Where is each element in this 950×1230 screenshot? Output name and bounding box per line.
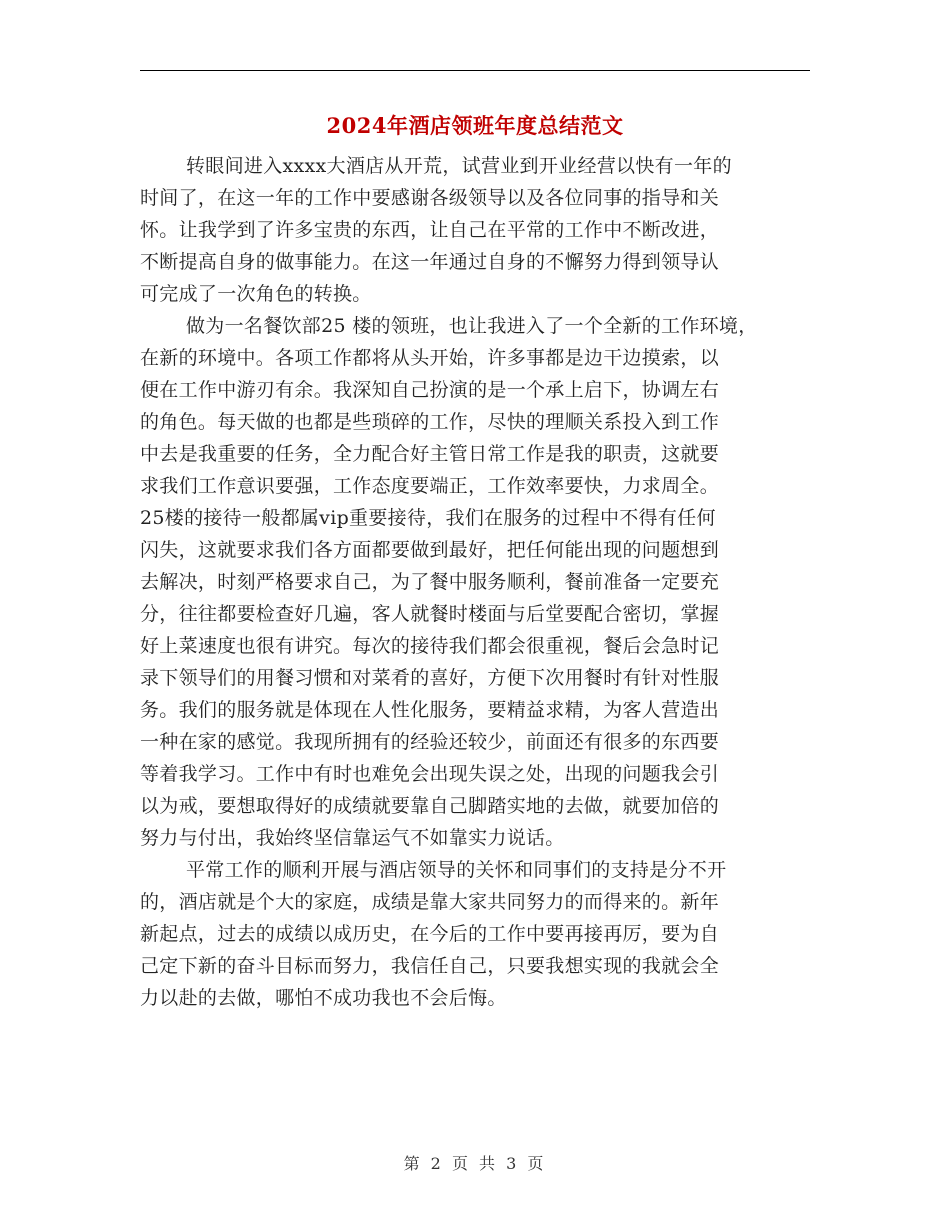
paragraph-3-line-2: 的，酒店就是个大的家庭，成绩是靠大家共同努力的而得来的。新年 — [140, 891, 720, 913]
paragraph-2-line-15: 等着我学习。工作中有时也难免会出现失误之处，出现的问题我会引 — [140, 763, 720, 785]
paragraph-1-line-5: 可完成了一次角色的转换。 — [140, 283, 372, 305]
paragraph-2-line-12: 录下领导们的用餐习惯和对菜肴的喜好，方便下次用餐时有针对性服 — [140, 667, 720, 689]
paragraph-2-line-10: 分，往往都要检查好几遍，客人就餐时楼面与后堂要配合密切，掌握 — [140, 603, 720, 625]
paragraph-2-line-17: 努力与付出，我始终坚信靠运气不如靠实力说话。 — [140, 827, 565, 849]
paragraph-1-line-3: 怀。让我学到了许多宝贵的东西，让自己在平常的工作中不断改进， — [140, 219, 720, 241]
paragraph-1-line-4: 不断提高自身的做事能力。在这一年通过自身的不懈努力得到领导认 — [140, 251, 720, 273]
paragraph-2-line-2: 在新的环境中。各项工作都将从头开始，许多事都是边干边摸索，以 — [140, 347, 720, 369]
paragraph-2-line-5: 中去是我重要的任务，全力配合好主管日常工作是我的职责，这就要 — [140, 443, 720, 465]
paragraph-3-line-1: 平常工作的顺利开展与酒店领导的关怀和同事们的支持是分不开 — [186, 859, 727, 881]
paragraph-2-line-14: 一种在家的感觉。我现所拥有的经验还较少，前面还有很多的东西要 — [140, 731, 720, 753]
paragraph-2-line-11: 好上菜速度也很有讲究。每次的接待我们都会很重视，餐后会急时记 — [140, 635, 720, 657]
paragraph-2-line-1: 做为一名餐饮部25 楼的领班，也让我进入了一个全新的工作环境， — [186, 315, 758, 337]
paragraph-3-line-3: 新起点，过去的成绩以成历史，在今后的工作中要再接再厉，要为自 — [140, 923, 720, 945]
paragraph-2-line-6: 求我们工作意识要强，工作态度要端正，工作效率要快，力求周全。 — [140, 475, 720, 497]
page-number-footer: 第 2 页 共 3 页 — [403, 1154, 547, 1173]
paragraph-2-line-16: 以为戒，要想取得好的成绩就要靠自己脚踏实地的去做，就要加倍的 — [140, 795, 720, 817]
paragraph-1-line-2: 时间了，在这一年的工作中要感谢各级领导以及各位同事的指导和关 — [140, 187, 720, 209]
paragraph-1-line-1: 转眼间进入xxxx大酒店从开荒，试营业到开业经营以快有一年的 — [186, 155, 732, 177]
paragraph-2-line-9: 去解决，时刻严格要求自己，为了餐中服务顺利，餐前准备一定要充 — [140, 571, 720, 593]
paragraph-3-line-5: 力以赴的去做，哪怕不成功我也不会后悔。 — [140, 987, 507, 1009]
paragraph-3-line-4: 己定下新的奋斗目标而努力，我信任自己，只要我想实现的我就会全 — [140, 955, 720, 977]
header-rule — [140, 70, 810, 71]
paragraph-2-line-3: 便在工作中游刃有余。我深知自己扮演的是一个承上启下，协调左右 — [140, 379, 720, 401]
paragraph-2-line-4: 的角色。每天做的也都是些琐碎的工作，尽快的理顺关系投入到工作 — [140, 411, 720, 433]
paragraph-2-line-7: 25楼的接待一般都属vip重要接待，我们在服务的过程中不得有任何 — [140, 507, 716, 529]
paragraph-2-line-13: 务。我们的服务就是体现在人性化服务，要精益求精，为客人营造出 — [140, 699, 720, 721]
paragraph-2-line-8: 闪失，这就要求我们各方面都要做到最好，把任何能出现的问题想到 — [140, 539, 720, 561]
document-body — [140, 150, 810, 1014]
document-title: 2024年酒店领班年度总结范文 — [326, 113, 624, 138]
